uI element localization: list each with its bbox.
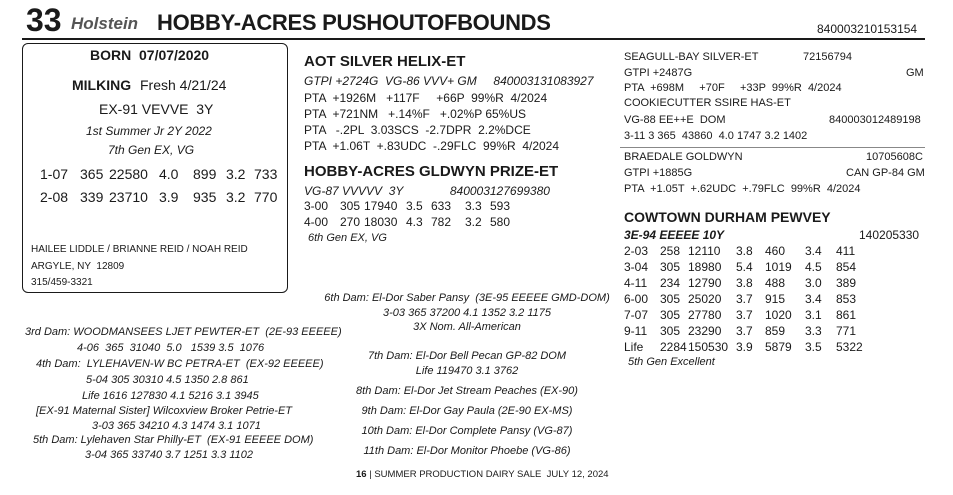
born-date: BORN 07/07/2020 xyxy=(90,47,210,63)
sire-pta: PTA +1.06T +.83UDC -.29FLC 99%R 4/2024 xyxy=(304,139,560,153)
generation-line: 7th Gen EX, VG xyxy=(108,143,195,157)
box-record-row: 2-08 339 23710 3.9 935 3.2 770 xyxy=(40,189,278,205)
dam-dam-generation: 5th Gen Excellent xyxy=(628,356,715,368)
maternal-sister: [EX-91 Maternal Sister] Wilcoxview Broker Petrie-ET xyxy=(36,405,293,417)
dam-dam-record-row: 9-11 305 23290 3.7 859 3.3 771 xyxy=(624,324,857,338)
dam-record-row: 4-00 270 18030 4.3 782 3.2 580 xyxy=(304,215,511,229)
dam-dam-record-row: 7-07 305 27780 3.7 1020 3.1 861 xyxy=(624,308,857,322)
sire-dam-class: VG-88 EE++E DOM xyxy=(624,114,726,126)
dam-dam-record-row: Life 2284 150530 3.9 5879 3.5 5322 xyxy=(624,340,863,354)
header-rule xyxy=(22,38,925,40)
dam-dam-id: 140205330 xyxy=(859,228,920,242)
divider xyxy=(620,147,925,148)
page-footer xyxy=(356,469,609,480)
dam-dam-record-row: 2-03 258 12110 3.8 460 3.4 411 xyxy=(624,244,856,258)
dam-dam-record-row: 3-04 305 18980 5.4 1019 4.5 854 xyxy=(624,260,857,274)
sire-sire-gtpi: GTPI +2487G xyxy=(624,67,693,79)
ninth-dam: 9th Dam: El-Dor Gay Paula (2E-90 EX-MS) xyxy=(361,405,573,417)
dam-sire-pta: PTA +1.05T +.62UDC +.79FLC 99%R 4/2024 xyxy=(624,183,861,195)
sixth-dam-honor: 3X Nom. All-American xyxy=(413,321,521,333)
box-record-row: 1-07 365 22580 4.0 899 3.2 733 xyxy=(40,166,278,182)
fourth-dam-life: Life 1616 127830 4.1 5216 3.1 3945 xyxy=(82,390,259,402)
classification: EX-91 VEVVE 3Y xyxy=(99,101,214,117)
sire-pta: PTA -.2PL 3.03SCS -2.7DPR 2.2%DCE xyxy=(304,123,531,137)
owners: HAILEE LIDDLE / BRIANNE REID / NOAH REID xyxy=(31,244,248,255)
sire-pta: PTA +1926M +117F +66P 99%R 4/2024 xyxy=(304,91,548,105)
dam-dam-name: COWTOWN DURHAM PEWVEY xyxy=(624,209,831,225)
dam-sire-id: 10705608C xyxy=(866,151,923,163)
sale-date: JULY 12, 2024 xyxy=(546,469,609,480)
breed-label: Holstein xyxy=(71,14,139,33)
seventh-dam-life: Life 119470 3.1 3762 xyxy=(415,365,519,377)
dam-dam-record-row: 6-00 305 25020 3.7 915 3.4 853 xyxy=(624,292,857,306)
dam-sire-gtpi: GTPI +1885G xyxy=(624,167,693,179)
third-dam: 3rd Dam: WOODMANSEES LJET PEWTER-ET (2E-93 EEEEE) xyxy=(25,326,342,338)
sire-gtpi: GTPI +2724G VG-86 VVV+ GM 840003131083927 xyxy=(304,74,594,88)
show-award: 1st Summer Jr 2Y 2022 xyxy=(86,124,212,138)
footer-separator: | xyxy=(369,469,372,480)
milking-label: MILKING xyxy=(72,77,132,93)
third-dam-record: 4-06 365 31040 5.0 1539 3.5 1076 xyxy=(77,342,265,354)
dam-generation: 6th Gen EX, VG xyxy=(308,232,387,244)
dam-classification: VG-87 VVVVV 3Y 840003127699380 xyxy=(304,184,550,198)
dam-dam-record-row: 4-11 234 12790 3.8 488 3.0 389 xyxy=(624,276,857,290)
dam-dam-class: 3E-94 EEEEE 10Y xyxy=(624,228,725,242)
animal-name: HOBBY-ACRES PUSHOUTOFBOUNDS xyxy=(157,10,551,35)
sire-name: AOT SILVER HELIX-ET xyxy=(304,53,466,70)
fifth-dam: 5th Dam: Lylehaven Star Philly-ET (EX-91 EEEEE DOM) xyxy=(33,434,314,446)
fourth-dam-record: 5-04 305 30310 4.5 1350 2.8 861 xyxy=(86,374,249,386)
fresh-date: Fresh 4/21/24 xyxy=(140,77,227,93)
dam-sire-can: CAN GP-84 GM xyxy=(846,167,925,179)
sire-dam-record: 3-11 3 365 43860 4.0 1747 3.2 1402 xyxy=(624,130,808,142)
phone: 315/459-3321 xyxy=(31,277,93,288)
fifth-dam-record: 3-04 365 33740 3.7 1251 3.3 1102 xyxy=(85,449,254,461)
sale-title: SUMMER PRODUCTION DAIRY SALE xyxy=(374,469,542,480)
sire-sire-id: 72156794 xyxy=(803,51,852,63)
page-number: 16 xyxy=(356,469,367,480)
fourth-dam: 4th Dam: LYLEHAVEN-W BC PETRA-ET (EX-92 EEEEE) xyxy=(36,358,324,370)
sire-sire-pta: PTA +698M +70F +33P 99%R 4/2024 xyxy=(624,82,842,94)
dam-name: HOBBY-ACRES GLDWYN PRIZE-ET xyxy=(304,163,559,180)
sire-dam-id: 840003012489198 xyxy=(829,114,921,126)
maternal-sister-record: 3-03 365 34210 4.3 1474 3.1 1071 xyxy=(92,420,261,432)
address: ARGYLE, NY 12809 xyxy=(31,261,125,272)
dam-record-row: 3-00 305 17940 3.5 633 3.3 593 xyxy=(304,199,511,213)
sixth-dam-record: 3-03 365 37200 4.1 1352 3.2 1175 xyxy=(382,307,552,319)
sire-sire-name: SEAGULL-BAY SILVER-ET xyxy=(624,51,759,63)
lot-number: 33 xyxy=(26,2,62,38)
sire-dam-name: COOKIECUTTER SSIRE HAS-ET xyxy=(624,97,791,109)
eighth-dam: 8th Dam: El-Dor Jet Stream Peaches (EX-90) xyxy=(356,385,578,397)
tenth-dam: 10th Dam: El-Dor Complete Pansy (VG-87) xyxy=(361,425,573,437)
registration-id: 840003210153154 xyxy=(817,22,918,36)
seventh-dam: 7th Dam: El-Dor Bell Pecan GP-82 DOM xyxy=(367,350,567,362)
sire-sire-gm: GM xyxy=(906,67,924,79)
dam-sire-name: BRAEDALE GOLDWYN xyxy=(624,151,743,163)
eleventh-dam: 11th Dam: El-Dor Monitor Phoebe (VG-86) xyxy=(363,445,571,457)
sire-pta: PTA +721NM +.14%F +.02%P 65%US xyxy=(304,107,527,121)
sixth-dam: 6th Dam: El-Dor Saber Pansy (3E-95 EEEEE GMD-DOM) xyxy=(324,292,610,304)
